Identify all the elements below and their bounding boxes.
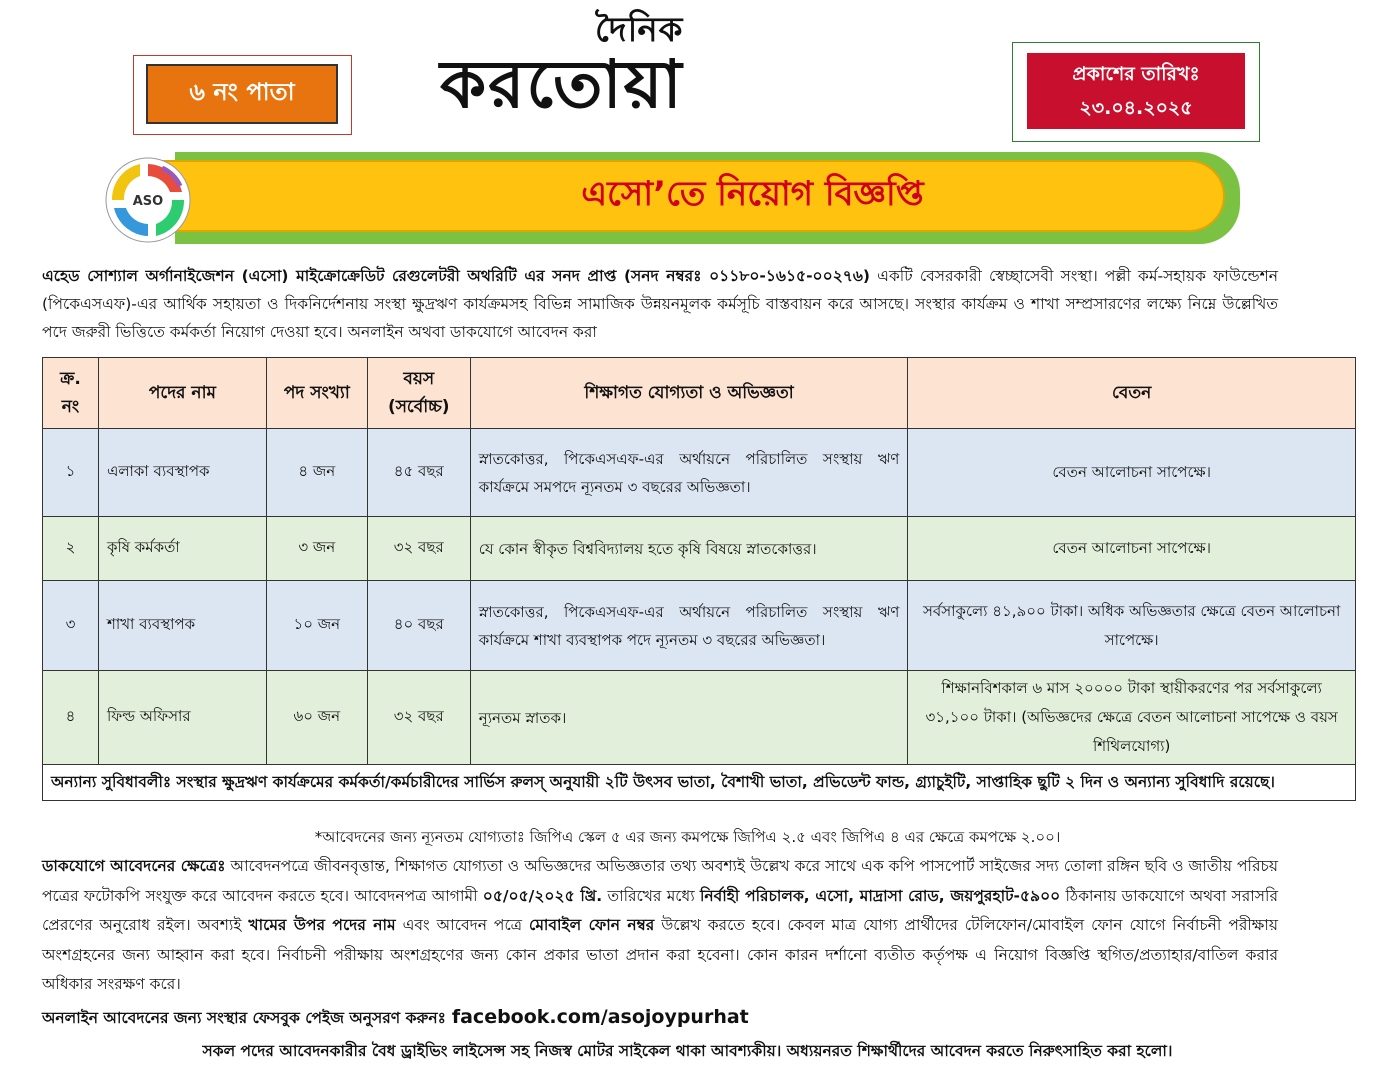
gpa-note: *আবেদনের জন্য ন্যূনতম যোগ্যতাঃ জিপিএ স্কেল ৫ এর জন্য কমপক্ষে জিপিএ ২.৫ এবং জিপিএ ৪ এর ক্ষেত্রে কমপক্ষে ২.০০। (314, 828, 1061, 846)
postal-text-4: এবং আবেদন পত্রে (395, 916, 530, 934)
cell-count: ১০ জন (266, 581, 367, 671)
postal-address: নির্বাহী পরিচালক, এসো, মাদ্রাসা রোড, জয়পুরহাট-৫৯০০ (699, 886, 1061, 905)
circular-arrows-logo-icon (104, 156, 192, 244)
cell-age: ৪৫ বছর (367, 429, 470, 517)
page-number-frame (133, 55, 352, 135)
postal-label: ডাকযোগে আবেদনের ক্ষেত্রেঃ (42, 857, 226, 875)
masthead-title: করতোয়া (440, 45, 684, 123)
intro-body: একটি বেসরকারী স্বেচ্ছাসেবী সংস্থা। পল্লী কর্ম-সহায়ক ফাউন্ডেশন (পিকেএসএফ)-এর আর্থিক সহায়তা ও দিকনির্দেশনায় সংস্থা ক্ষুদ্রঋণ কার্যক্রমসহ বিভিন্ন সামাজিক উন্নয়নমূলক কর্মসূচি বাস্তবায়ন করে আসছে। সংস্থার কার্যক্রম ও শাখা সম্প্রসারণের লক্ষ্যে নিম্নে উল্লেখিত পদে জরুরী ভিত্তিতে কর্মকর্তা নিয়োগ দেওয়া হবে। অনলাইন অথবা ডাকযোগে আবেদন করা (42, 267, 1278, 341)
cell-post: ফিল্ড অফিসার (98, 671, 266, 765)
publication-date-label: প্রকাশের তারিখঃ (1072, 63, 1200, 85)
publication-date-value: ২৩.০৪.২০২৫ (1079, 97, 1193, 119)
header-count: পদ সংখ্যা (266, 358, 367, 429)
intro-paragraph (42, 262, 1278, 346)
newspaper-masthead (430, 4, 950, 134)
postal-text-1: আবেদনপত্রে জীবনবৃত্তান্ত, শিক্ষাগত যোগ্যতা ও অভিজ্ঞদের অভিজ্ঞতার তথ্য অবশ্যই উল্লেখ করে সাথে এক কপি পাসপোর্ট সাইজের সদ্য তোলা রঙ্গিন ছবি ও জাতীয় পরিচয় পত্রের ফটোকপি সংযুক্ত করে আবেদন করতে হবে। আবেদনপত্র আগামী (42, 857, 1278, 905)
cell-qualification: যে কোন স্বীকৃত বিশ্ববিদ্যালয় হতে কৃষি বিষয়ে স্নাতকোত্তর। (470, 517, 908, 581)
postal-text-5: উল্লেখ করতে হবে। কেবল মাত্র যোগ্য প্রার্থীদের টেলিফোন/মোবাইল ফোন যোগে নির্বাচনী পরীক্ষায় অংশগ্রহনের জন্য আহ্বান করা হবে। নির্বাচনী পরীক্ষায় অংশগ্রহণের জন্য কোন প্রকার ভাতা প্রদান করা হবেনা। কোন কারন দর্শানো ব্যতীত কর্তৃপক্ষ এ নিয়োগ বিজ্ঞপ্তি স্থগিত/প্রত্যাহার/বাতিল করার অধিকার সংরক্ষণ করে। (42, 916, 1278, 993)
postal-envelope: খামের উপর পদের নাম (248, 916, 396, 934)
facebook-link[interactable]: facebook.com/asojoypurhat (451, 1006, 749, 1028)
cell-age: ৪০ বছর (367, 581, 470, 671)
table-row (43, 517, 1356, 581)
final-requirement: সকল পদের আবেদনকারীর বৈধ ড্রাইভিং লাইসেন্স সহ নিজস্ব মোটর সাইকেল থাকা আবশ্যকীয়। অধ্যয়নরত শিক্ষার্থীদের আবেদন করতে নিরুৎসাহিত করা হলো। (202, 1042, 1173, 1060)
postal-deadline: ০৫/০৫/২০২৫ খ্রি. (482, 886, 603, 905)
online-label: অনলাইন আবেদনের জন্য সংস্থার ফেসবুক পেইজ অনুসরণ করুনঃ (42, 1009, 446, 1027)
cell-qualification: স্নাতকোত্তর, পিকেএসএফ-এর অর্থায়নে পরিচালিত সংস্থায় ঋণ কার্যক্রমে সমপদে ন্যূনতম ৩ বছরের অভিজ্ঞতা। (470, 429, 908, 517)
cell-salary: সর্বসাকুল্যে ৪১,৯০০ টাকা। অধিক অভিজ্ঞতার ক্ষেত্রে বেতন আলোচনা সাপেক্ষে। (908, 581, 1356, 671)
header-salary: বেতন (908, 358, 1356, 429)
benefits-text: অন্যান্য সুবিধাবলীঃ সংস্থার ক্ষুদ্রঋণ কার্যক্রমের কর্মকর্তা/কর্মচারীদের সার্ভিস রুলস্ অনুযায়ী ২টি উৎসব ভাতা, বৈশাখী ভাতা, প্রভিডেন্ট ফান্ড, গ্র্যাচুইটি, সাপ্তাহিক ছুটি ২ দিন ও অন্যান্য সুবিধাদি রয়েছে। (43, 765, 1356, 801)
cell-count: ৪ জন (266, 429, 367, 517)
online-application (42, 1006, 749, 1032)
cell-post: কৃষি কর্মকর্তা (98, 517, 266, 581)
postal-application-paragraph (42, 852, 1278, 1000)
cell-serial: ১ (43, 429, 99, 517)
table-row (43, 671, 1356, 765)
cell-salary: বেতন আলোচনা সাপেক্ষে। (908, 517, 1356, 581)
intro-lead: এহেড সোশ্যাল অর্গানাইজেশন (এসো) মাইক্রোক্রেডিট রেগুলেটরী অথরিটি এর সনদ প্রাপ্ত (সনদ নম্বরঃ ০১১৮০-১৬১৫-০০২৭৬) (42, 267, 871, 285)
header-serial: ক্র. নং (43, 358, 99, 429)
page-number-badge: ৬ নং পাতা (146, 64, 338, 124)
logo-text: ASO (132, 194, 164, 209)
cell-post: এলাকা ব্যবস্থাপক (98, 429, 266, 517)
table-benefits-row (43, 765, 1356, 801)
cell-count: ৬০ জন (266, 671, 367, 765)
cell-serial: ৪ (43, 671, 99, 765)
job-vacancy-table (42, 357, 1356, 801)
header-post: পদের নাম (98, 358, 266, 429)
cell-serial: ২ (43, 517, 99, 581)
table-header-row (43, 358, 1356, 429)
header-qualification: শিক্ষাগত যোগ্যতা ও অভিজ্ঞতা (470, 358, 908, 429)
publication-date-box (1027, 53, 1245, 129)
table-row (43, 581, 1356, 671)
publication-date-frame (1012, 42, 1260, 142)
postal-text-3: ঠিকানায় ডাকযোগে অথবা সরাসরি প্রেরণের অনুরোধ রইল। অবশ্যই (42, 886, 1278, 934)
cell-count: ৩ জন (266, 517, 367, 581)
cell-post: শাখা ব্যবস্থাপক (98, 581, 266, 671)
postal-mobile: মোবাইল ফোন নম্বর (529, 916, 655, 934)
cell-qualification: স্নাতকোত্তর, পিকেএসএফ-এর অর্থায়নে পরিচালিত সংস্থায় ঋণ কার্যক্রমে শাখা ব্যবস্থাপক পদে ন্যূনতম ৩ বছরের অভিজ্ঞতা। (470, 581, 908, 671)
cell-serial: ৩ (43, 581, 99, 671)
title-banner (160, 160, 1225, 232)
masthead-small-text: দৈনিক (595, 10, 684, 50)
cell-age: ৩২ বছর (367, 517, 470, 581)
cell-qualification: ন্যূনতম স্নাতক। (470, 671, 908, 765)
cell-age: ৩২ বছর (367, 671, 470, 765)
header-age: বয়স (সর্বোচ্চ) (367, 358, 470, 429)
postal-text-2: তারিখের মধ্যে (602, 886, 700, 905)
table-row (43, 429, 1356, 517)
cell-salary: শিক্ষানবিশকাল ৬ মাস ২০০০০ টাকা স্থায়ীকরণের পর সর্বসাকুল্যে ৩১,১০০ টাকা। (অভিজ্ঞদের ক্ষেত্রে বেতন আলোচনা সাপেক্ষে ও বয়স শিথিলযোগ্য) (908, 671, 1356, 765)
cell-salary: বেতন আলোচনা সাপেক্ষে। (908, 429, 1356, 517)
banner-title: এসো’তে নিয়োগ বিজ্ঞপ্তি (581, 173, 924, 214)
